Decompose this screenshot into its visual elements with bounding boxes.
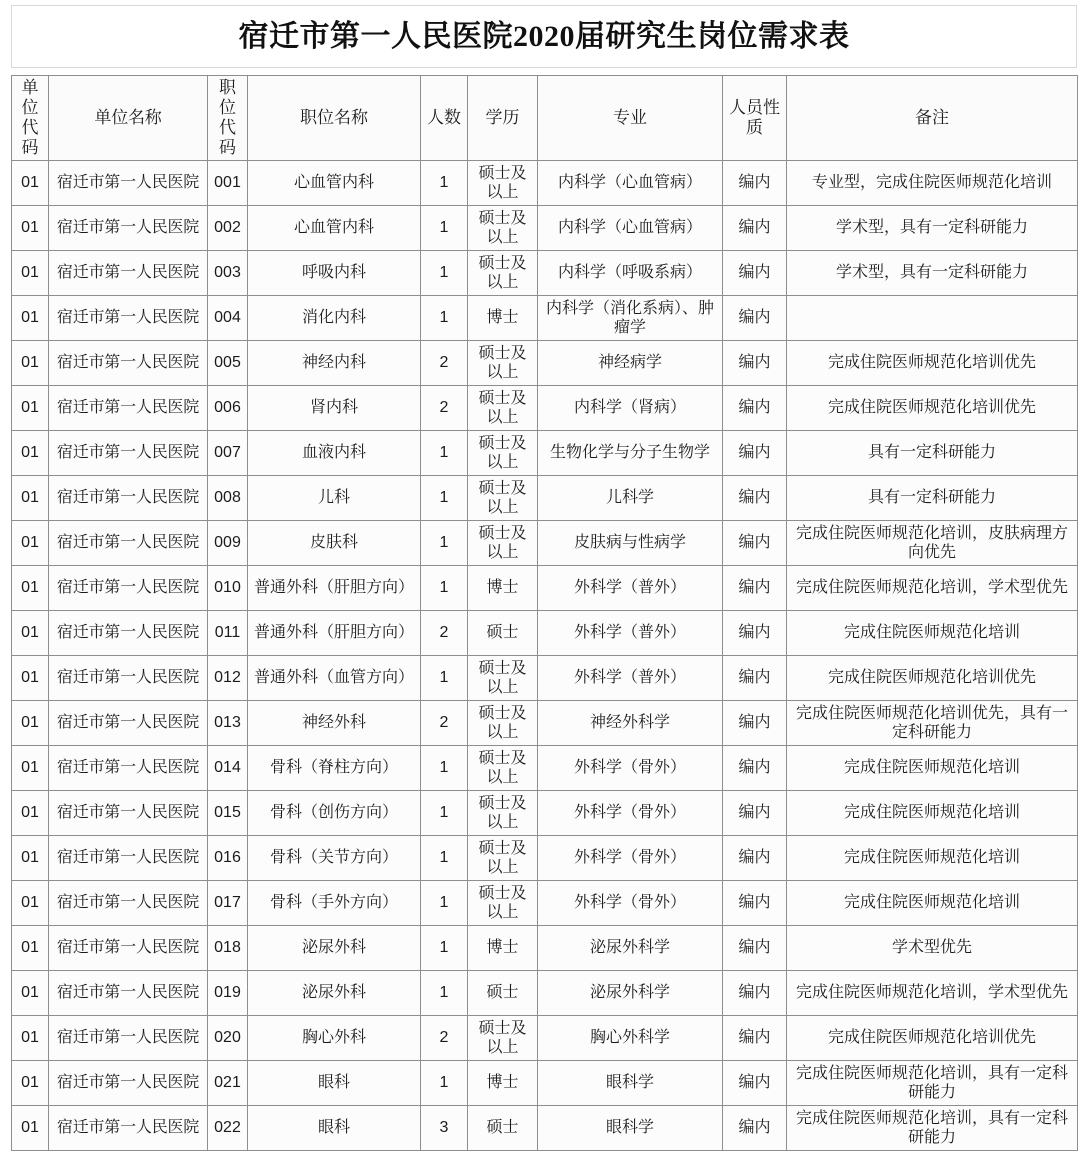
- cell-unit-name: 宿迁市第一人民医院: [49, 1106, 208, 1151]
- cell-unit-code: 01: [12, 1106, 49, 1151]
- cell-job-code: 006: [208, 386, 248, 431]
- cell-job-code: 008: [208, 476, 248, 521]
- cell-unit-code: 01: [12, 701, 49, 746]
- cell-degree: 硕士及以上: [468, 161, 538, 206]
- cell-job-code: 022: [208, 1106, 248, 1151]
- cell-job-code: 017: [208, 881, 248, 926]
- cell-nature: 编内: [723, 251, 787, 296]
- table-row: [12, 656, 1078, 701]
- cell-remark: 专业型，完成住院医师规范化培训: [787, 161, 1078, 206]
- cell-unit-code: 01: [12, 1061, 49, 1106]
- cell-job-name: 普通外科（肝胆方向）: [248, 566, 421, 611]
- cell-nature: 编内: [723, 611, 787, 656]
- cell-unit-name: 宿迁市第一人民医院: [49, 656, 208, 701]
- table-row: [12, 566, 1078, 611]
- cell-count: 1: [421, 431, 468, 476]
- cell-major: 内科学（消化系病）、肿瘤学: [538, 296, 723, 341]
- column-header-job-name: [248, 76, 421, 161]
- cell-count: 2: [421, 386, 468, 431]
- cell-unit-name: 宿迁市第一人民医院: [49, 836, 208, 881]
- cell-remark: 完成住院医师规范化培训: [787, 611, 1078, 656]
- cell-degree: 硕士及以上: [468, 656, 538, 701]
- cell-unit-name: 宿迁市第一人民医院: [49, 881, 208, 926]
- table-row: [12, 476, 1078, 521]
- cell-count: 1: [421, 656, 468, 701]
- cell-unit-code: 01: [12, 791, 49, 836]
- cell-degree: 硕士及以上: [468, 341, 538, 386]
- cell-major: 外科学（普外）: [538, 656, 723, 701]
- column-header-label: 单位名称: [94, 108, 162, 128]
- cell-count: 2: [421, 1016, 468, 1061]
- cell-job-name: 心血管内科: [248, 206, 421, 251]
- cell-remark: 完成住院医师规范化培训，学术型优先: [787, 971, 1078, 1016]
- cell-nature: 编内: [723, 431, 787, 476]
- cell-remark: 完成住院医师规范化培训优先，具有一定科研能力: [787, 701, 1078, 746]
- cell-job-name: 骨科（关节方向）: [248, 836, 421, 881]
- cell-job-code: 011: [208, 611, 248, 656]
- cell-count: 1: [421, 746, 468, 791]
- cell-degree: 硕士: [468, 1106, 538, 1151]
- cell-major: 内科学（心血管病）: [538, 161, 723, 206]
- cell-nature: 编内: [723, 566, 787, 611]
- table-row: [12, 971, 1078, 1016]
- cell-major: 外科学（骨外）: [538, 836, 723, 881]
- cell-unit-code: 01: [12, 386, 49, 431]
- cell-job-name: 骨科（脊柱方向）: [248, 746, 421, 791]
- cell-degree: 硕士及以上: [468, 206, 538, 251]
- cell-major: 皮肤病与性病学: [538, 521, 723, 566]
- cell-unit-name: 宿迁市第一人民医院: [49, 386, 208, 431]
- column-header-major: [538, 76, 723, 161]
- cell-remark: 完成住院医师规范化培训: [787, 881, 1078, 926]
- cell-unit-name: 宿迁市第一人民医院: [49, 296, 208, 341]
- cell-nature: 编内: [723, 701, 787, 746]
- cell-degree: 硕士及以上: [468, 791, 538, 836]
- cell-remark: 完成住院医师规范化培训，具有一定科研能力: [787, 1106, 1078, 1151]
- cell-unit-name: 宿迁市第一人民医院: [49, 476, 208, 521]
- cell-nature: 编内: [723, 1106, 787, 1151]
- cell-unit-code: 01: [12, 161, 49, 206]
- cell-unit-code: 01: [12, 296, 49, 341]
- cell-nature: 编内: [723, 521, 787, 566]
- cell-remark: 学术型，具有一定科研能力: [787, 251, 1078, 296]
- table-row: [12, 836, 1078, 881]
- cell-nature: 编内: [723, 836, 787, 881]
- table-row: [12, 386, 1078, 431]
- cell-unit-code: 01: [12, 476, 49, 521]
- cell-count: 1: [421, 1061, 468, 1106]
- cell-major: 外科学（普外）: [538, 566, 723, 611]
- table-row: [12, 1106, 1078, 1151]
- cell-unit-code: 01: [12, 251, 49, 296]
- table-row: [12, 341, 1078, 386]
- cell-count: 1: [421, 836, 468, 881]
- table-row: [12, 521, 1078, 566]
- cell-nature: 编内: [723, 206, 787, 251]
- cell-unit-name: 宿迁市第一人民医院: [49, 566, 208, 611]
- cell-job-code: 002: [208, 206, 248, 251]
- cell-nature: 编内: [723, 1016, 787, 1061]
- cell-major: 泌尿外科学: [538, 971, 723, 1016]
- page-title: 宿迁市第一人民医院2020届研究生岗位需求表: [238, 19, 850, 53]
- cell-job-name: 眼科: [248, 1106, 421, 1151]
- cell-job-name: 儿科: [248, 476, 421, 521]
- cell-nature: 编内: [723, 1061, 787, 1106]
- table-row: [12, 701, 1078, 746]
- cell-count: 1: [421, 971, 468, 1016]
- cell-count: 1: [421, 206, 468, 251]
- cell-remark: 学术型优先: [787, 926, 1078, 971]
- cell-unit-name: 宿迁市第一人民医院: [49, 431, 208, 476]
- cell-remark: 学术型，具有一定科研能力: [787, 206, 1078, 251]
- cell-degree: 硕士及以上: [468, 1016, 538, 1061]
- column-header-label: 人数: [427, 108, 461, 128]
- cell-count: 2: [421, 701, 468, 746]
- column-header-remark: [787, 76, 1078, 161]
- cell-count: 1: [421, 926, 468, 971]
- cell-job-code: 004: [208, 296, 248, 341]
- cell-remark: 完成住院医师规范化培训，学术型优先: [787, 566, 1078, 611]
- cell-job-code: 016: [208, 836, 248, 881]
- cell-unit-name: 宿迁市第一人民医院: [49, 611, 208, 656]
- table-row: [12, 206, 1078, 251]
- cell-unit-code: 01: [12, 431, 49, 476]
- cell-count: 1: [421, 296, 468, 341]
- cell-degree: 硕士及以上: [468, 881, 538, 926]
- cell-job-code: 021: [208, 1061, 248, 1106]
- cell-job-name: 普通外科（肝胆方向）: [248, 611, 421, 656]
- cell-major: 外科学（骨外）: [538, 791, 723, 836]
- cell-remark: 完成住院医师规范化培训优先: [787, 656, 1078, 701]
- cell-degree: 硕士及以上: [468, 251, 538, 296]
- cell-unit-name: 宿迁市第一人民医院: [49, 251, 208, 296]
- cell-job-name: 神经内科: [248, 341, 421, 386]
- cell-degree: 博士: [468, 926, 538, 971]
- cell-unit-name: 宿迁市第一人民医院: [49, 926, 208, 971]
- cell-remark: 完成住院医师规范化培训，皮肤病理方向优先: [787, 521, 1078, 566]
- cell-unit-code: 01: [12, 926, 49, 971]
- cell-degree: 硕士: [468, 611, 538, 656]
- cell-remark: 具有一定科研能力: [787, 431, 1078, 476]
- cell-job-name: 肾内科: [248, 386, 421, 431]
- cell-major: 外科学（骨外）: [538, 881, 723, 926]
- table-row: [12, 296, 1078, 341]
- table-header-row: [12, 76, 1078, 161]
- column-header-label: 职位: [219, 78, 236, 118]
- cell-count: 1: [421, 566, 468, 611]
- cell-major: 内科学（肾病）: [538, 386, 723, 431]
- table-row: [12, 611, 1078, 656]
- cell-major: 眼科学: [538, 1106, 723, 1151]
- cell-unit-code: 01: [12, 341, 49, 386]
- cell-unit-name: 宿迁市第一人民医院: [49, 161, 208, 206]
- cell-remark: 完成住院医师规范化培训优先: [787, 1016, 1078, 1061]
- cell-unit-name: 宿迁市第一人民医院: [49, 521, 208, 566]
- cell-unit-name: 宿迁市第一人民医院: [49, 746, 208, 791]
- cell-remark: [787, 296, 1078, 341]
- cell-unit-name: 宿迁市第一人民医院: [49, 701, 208, 746]
- cell-count: 2: [421, 611, 468, 656]
- cell-degree: 硕士及以上: [468, 701, 538, 746]
- cell-job-code: 007: [208, 431, 248, 476]
- cell-job-name: 消化内科: [248, 296, 421, 341]
- cell-major: 内科学（心血管病）: [538, 206, 723, 251]
- cell-remark: 完成住院医师规范化培训: [787, 791, 1078, 836]
- cell-unit-code: 01: [12, 881, 49, 926]
- cell-job-code: 003: [208, 251, 248, 296]
- cell-job-name: 泌尿外科: [248, 926, 421, 971]
- cell-nature: 编内: [723, 161, 787, 206]
- cell-major: 外科学（骨外）: [538, 746, 723, 791]
- cell-degree: 硕士及以上: [468, 431, 538, 476]
- cell-remark: 具有一定科研能力: [787, 476, 1078, 521]
- cell-unit-code: 01: [12, 656, 49, 701]
- cell-major: 神经病学: [538, 341, 723, 386]
- cell-job-name: 心血管内科: [248, 161, 421, 206]
- cell-unit-name: 宿迁市第一人民医院: [49, 971, 208, 1016]
- cell-unit-name: 宿迁市第一人民医院: [49, 341, 208, 386]
- cell-remark: 完成住院医师规范化培训优先: [787, 386, 1078, 431]
- cell-job-code: 013: [208, 701, 248, 746]
- column-header-label: 专业: [613, 108, 647, 128]
- cell-job-code: 015: [208, 791, 248, 836]
- cell-job-name: 血液内科: [248, 431, 421, 476]
- cell-major: 泌尿外科学: [538, 926, 723, 971]
- job-requirements-table: [11, 75, 1078, 1151]
- cell-count: 1: [421, 791, 468, 836]
- table-row: [12, 1061, 1078, 1106]
- cell-job-name: 呼吸内科: [248, 251, 421, 296]
- cell-job-name: 普通外科（血管方向）: [248, 656, 421, 701]
- table-row: [12, 1016, 1078, 1061]
- cell-major: 儿科学: [538, 476, 723, 521]
- cell-job-name: 骨科（创伤方向）: [248, 791, 421, 836]
- cell-unit-code: 01: [12, 1016, 49, 1061]
- cell-job-name: 眼科: [248, 1061, 421, 1106]
- cell-degree: 硕士及以上: [468, 476, 538, 521]
- table-row: [12, 746, 1078, 791]
- cell-unit-code: 01: [12, 836, 49, 881]
- cell-job-name: 骨科（手外方向）: [248, 881, 421, 926]
- cell-count: 3: [421, 1106, 468, 1151]
- column-header-label: 学历: [485, 108, 520, 128]
- cell-remark: 完成住院医师规范化培训，具有一定科研能力: [787, 1061, 1078, 1106]
- cell-remark: 完成住院医师规范化培训: [787, 746, 1078, 791]
- cell-job-code: 005: [208, 341, 248, 386]
- cell-job-code: 012: [208, 656, 248, 701]
- column-header-nature: [723, 76, 787, 161]
- column-header-label: 代码: [219, 118, 236, 158]
- cell-job-name: 神经外科: [248, 701, 421, 746]
- cell-job-code: 009: [208, 521, 248, 566]
- cell-nature: 编内: [723, 296, 787, 341]
- cell-job-code: 001: [208, 161, 248, 206]
- cell-degree: 硕士及以上: [468, 746, 538, 791]
- column-header-job-code: [208, 76, 248, 161]
- document-title-banner: [11, 5, 1077, 68]
- cell-count: 1: [421, 881, 468, 926]
- cell-count: 1: [421, 476, 468, 521]
- cell-unit-name: 宿迁市第一人民医院: [49, 206, 208, 251]
- table-row: [12, 881, 1078, 926]
- cell-count: 2: [421, 341, 468, 386]
- cell-nature: 编内: [723, 881, 787, 926]
- cell-unit-code: 01: [12, 206, 49, 251]
- cell-job-code: 014: [208, 746, 248, 791]
- cell-job-code: 018: [208, 926, 248, 971]
- cell-degree: 博士: [468, 296, 538, 341]
- column-header-label: 单位: [21, 78, 39, 118]
- table-row: [12, 926, 1078, 971]
- table-row: [12, 791, 1078, 836]
- cell-major: 外科学（普外）: [538, 611, 723, 656]
- cell-unit-name: 宿迁市第一人民医院: [49, 1061, 208, 1106]
- column-header-unit-name: [49, 76, 208, 161]
- column-header-count: [421, 76, 468, 161]
- column-header-label: 代码: [21, 118, 39, 158]
- cell-count: 1: [421, 521, 468, 566]
- cell-major: 生物化学与分子生物学: [538, 431, 723, 476]
- cell-unit-code: 01: [12, 521, 49, 566]
- cell-job-code: 010: [208, 566, 248, 611]
- cell-degree: 硕士及以上: [468, 836, 538, 881]
- cell-unit-name: 宿迁市第一人民医院: [49, 791, 208, 836]
- cell-count: 1: [421, 251, 468, 296]
- cell-nature: 编内: [723, 476, 787, 521]
- cell-nature: 编内: [723, 746, 787, 791]
- cell-remark: 完成住院医师规范化培训: [787, 836, 1078, 881]
- cell-degree: 博士: [468, 1061, 538, 1106]
- cell-unit-name: 宿迁市第一人民医院: [49, 1016, 208, 1061]
- column-header-label: 备注: [915, 108, 949, 128]
- cell-remark: 完成住院医师规范化培训优先: [787, 341, 1078, 386]
- cell-nature: 编内: [723, 971, 787, 1016]
- cell-unit-code: 01: [12, 611, 49, 656]
- table-header: [12, 76, 1078, 161]
- cell-nature: 编内: [723, 386, 787, 431]
- cell-nature: 编内: [723, 341, 787, 386]
- column-header-unit-code: [12, 76, 49, 161]
- table-row: [12, 251, 1078, 296]
- cell-degree: 硕士及以上: [468, 521, 538, 566]
- table-body: [12, 161, 1078, 1151]
- cell-unit-code: 01: [12, 746, 49, 791]
- column-header-label: 人员性质: [729, 98, 780, 138]
- cell-job-name: 皮肤科: [248, 521, 421, 566]
- cell-degree: 博士: [468, 566, 538, 611]
- cell-nature: 编内: [723, 656, 787, 701]
- cell-unit-code: 01: [12, 971, 49, 1016]
- cell-unit-code: 01: [12, 566, 49, 611]
- cell-job-name: 胸心外科: [248, 1016, 421, 1061]
- cell-nature: 编内: [723, 926, 787, 971]
- cell-job-code: 019: [208, 971, 248, 1016]
- cell-major: 内科学（呼吸系病）: [538, 251, 723, 296]
- cell-count: 1: [421, 161, 468, 206]
- table-row: [12, 431, 1078, 476]
- cell-degree: 硕士及以上: [468, 386, 538, 431]
- cell-major: 胸心外科学: [538, 1016, 723, 1061]
- cell-major: 眼科学: [538, 1061, 723, 1106]
- cell-job-name: 泌尿外科: [248, 971, 421, 1016]
- column-header-degree: [468, 76, 538, 161]
- cell-nature: 编内: [723, 791, 787, 836]
- cell-degree: 硕士: [468, 971, 538, 1016]
- cell-job-code: 020: [208, 1016, 248, 1061]
- cell-major: 神经外科学: [538, 701, 723, 746]
- column-header-label: 职位名称: [300, 108, 368, 128]
- table-row: [12, 161, 1078, 206]
